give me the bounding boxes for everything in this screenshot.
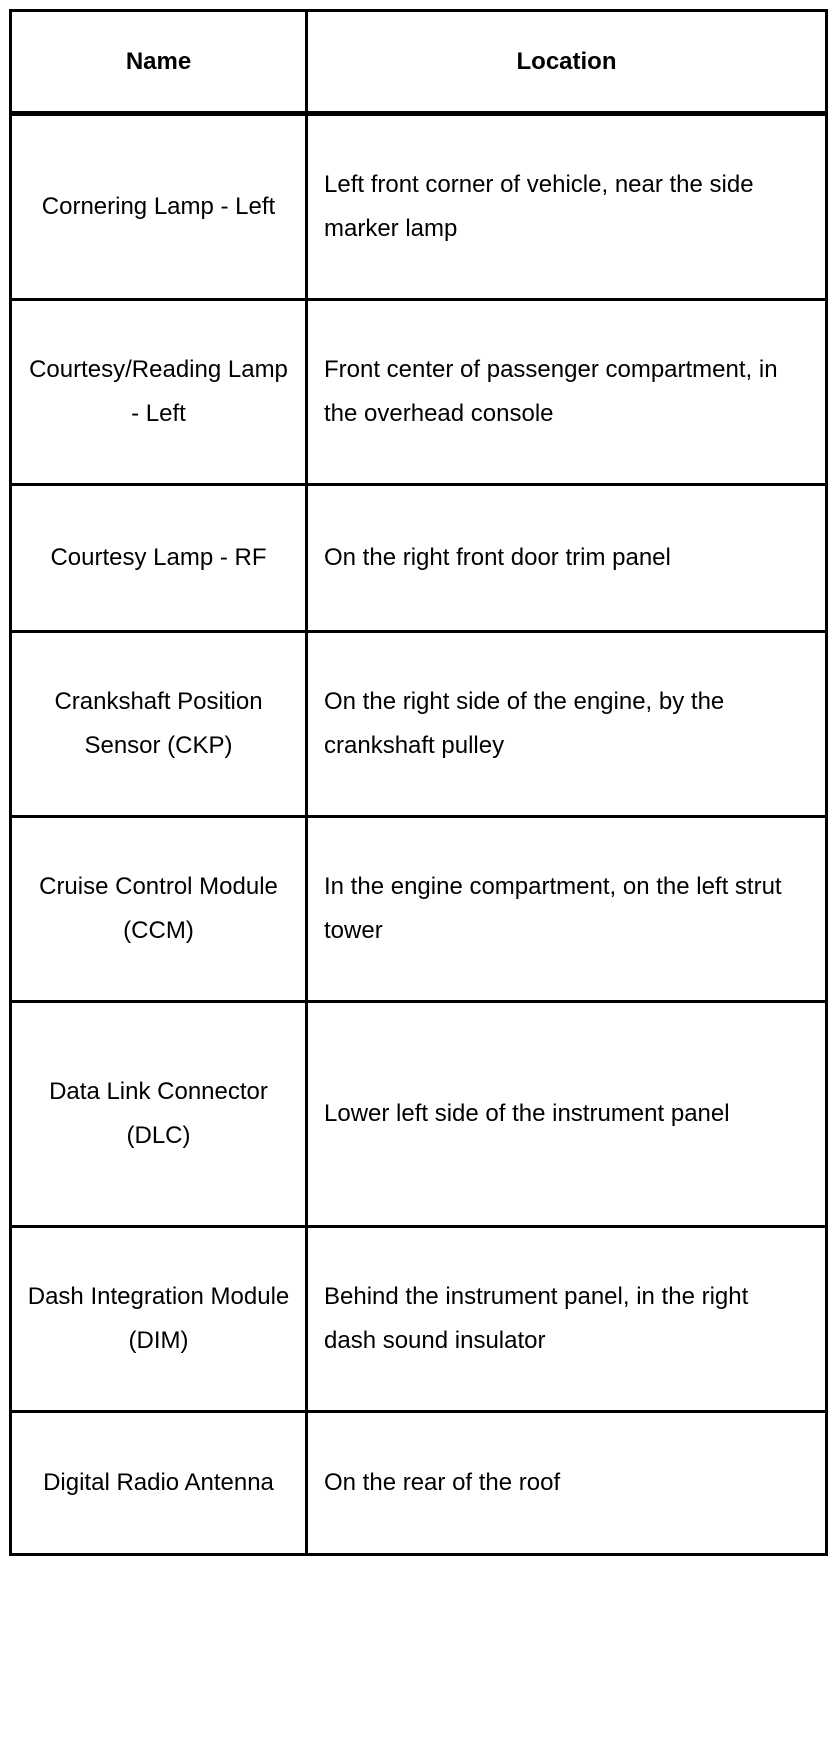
name-column-header: Name [11, 11, 307, 114]
component-name: Courtesy/Reading Lamp - Left [11, 300, 307, 485]
component-name: Crankshaft Position Sensor (CKP) [11, 632, 307, 817]
component-location: Front center of passenger compartment, in the overhead console [307, 300, 827, 485]
component-name: Data Link Connector (DLC) [11, 1002, 307, 1227]
component-name: Dash Integration Module (DIM) [11, 1227, 307, 1412]
table-row [11, 632, 827, 817]
component-location: On the rear of the roof [307, 1412, 827, 1555]
component-location: Lower left side of the instrument panel [307, 1002, 827, 1227]
component-location: On the right front door trim panel [307, 485, 827, 632]
table-row [11, 1227, 827, 1412]
component-location: Behind the instrument panel, in the right dash sound insulator [307, 1227, 827, 1412]
component-name: Courtesy Lamp - RF [11, 485, 307, 632]
table-row [11, 114, 827, 300]
component-name: Cruise Control Module (CCM) [11, 817, 307, 1002]
table-row [11, 1412, 827, 1555]
header-row [11, 11, 827, 114]
table-row [11, 485, 827, 632]
component-name: Cornering Lamp - Left [11, 114, 307, 300]
component-location: On the right side of the engine, by the crankshaft pulley [307, 632, 827, 817]
location-column-header: Location [307, 11, 827, 114]
component-location: In the engine compartment, on the left strut tower [307, 817, 827, 1002]
component-name: Digital Radio Antenna [11, 1412, 307, 1555]
table-row [11, 300, 827, 485]
table-row [11, 817, 827, 1002]
table-row [11, 1002, 827, 1227]
component-location: Left front corner of vehicle, near the side marker lamp [307, 114, 827, 300]
component-location-table [9, 9, 828, 1556]
